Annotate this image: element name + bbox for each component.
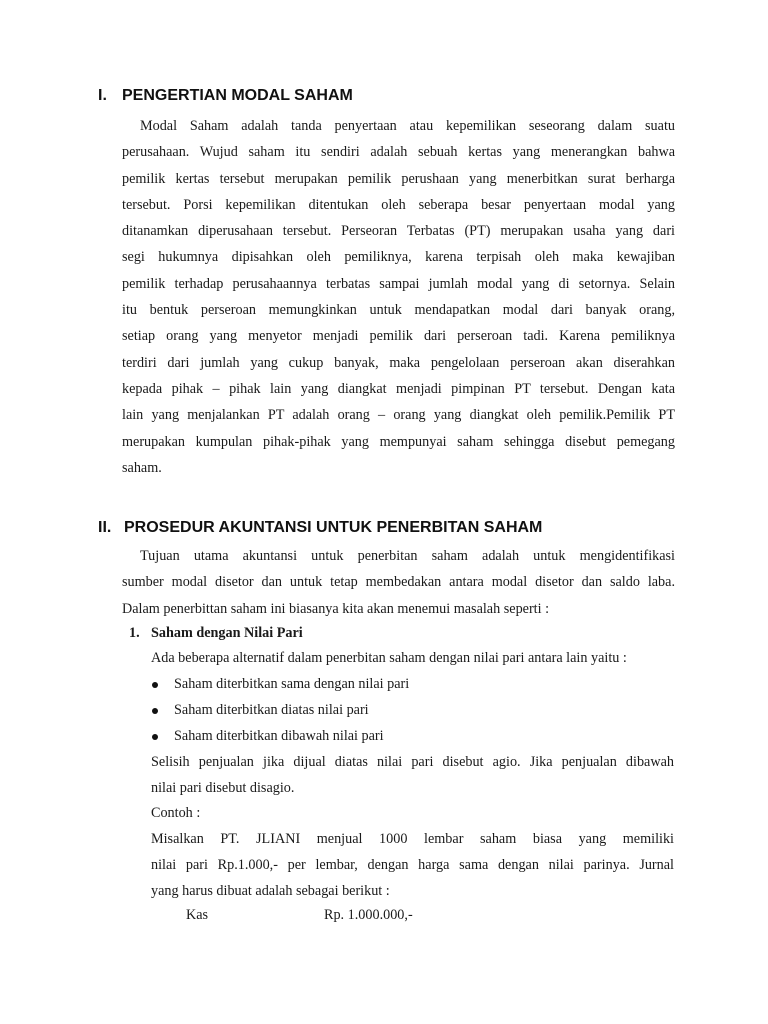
bullet-icon bbox=[152, 708, 158, 714]
example-text-line: Misalkan PT. JLIANI menjual 1000 lembar saham biasa yang memiliki bbox=[151, 831, 674, 847]
paragraph-line: Tujuan utama akuntansi untuk penerbitan saham adalah untuk mengidentifikasi bbox=[140, 548, 675, 564]
bullet-icon bbox=[152, 682, 158, 688]
example-label: Contoh : bbox=[151, 805, 201, 821]
section-1-title: PENGERTIAN MODAL SAHAM bbox=[122, 87, 353, 104]
example-text-line: yang harus dibuat adalah sebagai berikut : bbox=[151, 883, 390, 899]
paragraph-line: itu bentuk perseroan memungkinkan untuk mendapatkan modal dari banyak orang, bbox=[122, 302, 675, 319]
section-1-paragraph bbox=[122, 113, 675, 481]
paragraph-line: perusahaan. Wujud saham itu sendiri adalah sebuah kertas yang menerangkan bahwa bbox=[122, 144, 675, 161]
paragraph-line: ditanamkan diperusahaan tersebut. Perseoran Terbatas (PT) merupakan usaha yang dari bbox=[122, 223, 675, 240]
section-1-number: I. bbox=[98, 87, 107, 104]
bullet-item: Saham diterbitkan dibawah nilai pari bbox=[174, 728, 384, 744]
paragraph-line: Dalam penerbittan saham ini biasanya kita akan menemui masalah seperti : bbox=[122, 600, 550, 617]
paragraph-line: segi hukumnya dipisahkan oleh pemiliknya, karena terpisah oleh maka kewajiban bbox=[122, 249, 675, 266]
journal-amount: Rp. 1.000.000,- bbox=[324, 907, 413, 923]
agio-text-line: Selisih penjualan jika dijual diatas nilai pari disebut agio. Jika penjualan dibawah bbox=[151, 754, 674, 770]
section-1-heading bbox=[98, 87, 353, 105]
example-text-line: nilai pari Rp.1.000,- per lembar, dengan harga sama dengan nilai parinya. Jurnal bbox=[151, 857, 674, 873]
item-1-lead: Ada beberapa alternatif dalam penerbitan saham dengan nilai pari antara lain yaitu : bbox=[151, 650, 627, 666]
journal-account: Kas bbox=[186, 907, 209, 923]
paragraph-line: kepada pihak – pihak lain yang diangkat menjadi pimpinan PT tersebut. Dengan kata bbox=[122, 380, 675, 397]
paragraph-line: saham. bbox=[122, 459, 162, 476]
section-2-number: II. bbox=[98, 519, 112, 536]
section-2-heading bbox=[98, 519, 542, 537]
paragraph-line: lain yang menjalankan PT adalah orang – orang yang diangkat oleh pemilik.Pemilik PT bbox=[122, 407, 675, 424]
paragraph-line: merupakan kumpulan pihak-pihak yang mempunyai saham sehingga disebut pemegang bbox=[122, 433, 675, 450]
paragraph-line: pemilik terhadap perusahaannya terbatas sampai jumlah modal yang di setornya. Selain bbox=[122, 275, 675, 292]
bullet-item: Saham diterbitkan diatas nilai pari bbox=[174, 702, 369, 718]
section-2-title: PROSEDUR AKUNTANSI UNTUK PENERBITAN SAHAM bbox=[124, 519, 543, 536]
agio-text-line: nilai pari disebut disagio. bbox=[151, 780, 295, 796]
paragraph-line: setiap orang yang menyetor menjadi pemilik dari perseroan tadi. Karena pemiliknya bbox=[122, 328, 675, 345]
paragraph-line: terdiri dari jumlah yang cukup banyak, maka pengelolaan perseroan akan diserahkan bbox=[122, 354, 675, 371]
item-1-number: 1. bbox=[129, 625, 140, 641]
paragraph-line: Modal Saham adalah tanda penyertaan atau kepemilikan seseorang dalam suatu bbox=[140, 118, 675, 134]
paragraph-line: pemilik kertas tersebut merupakan pemilik perushaan yang menerbitkan surat berharga bbox=[122, 170, 675, 187]
item-1-title: Saham dengan Nilai Pari bbox=[151, 625, 303, 641]
bullet-item: Saham diterbitkan sama dengan nilai pari bbox=[174, 676, 410, 692]
section-2-intro bbox=[122, 543, 675, 622]
bullet-icon bbox=[152, 734, 158, 740]
paragraph-line: tersebut. Porsi kepemilikan ditentukan oleh seberapa besar penyertaan modal yang bbox=[122, 196, 675, 213]
paragraph-line: sumber modal disetor dan untuk tetap membedakan antara modal disetor dan saldo laba. bbox=[122, 574, 675, 591]
